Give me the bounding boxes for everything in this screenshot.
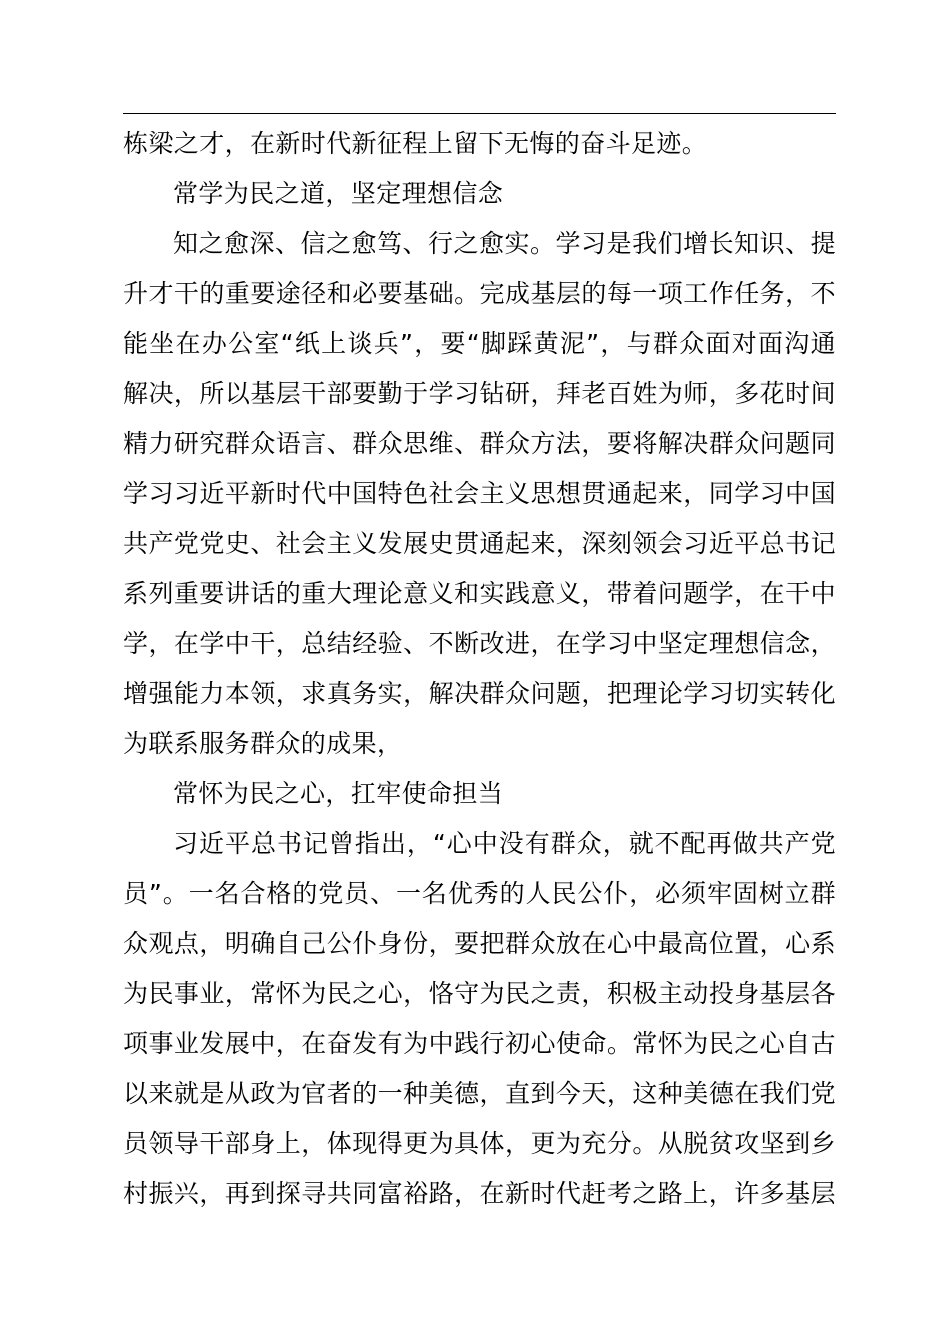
text-line: 能坐在办公室“纸上谈兵”，要“脚踩黄泥”，与群众面对面沟通: [123, 329, 836, 358]
text-line: 以来就是从政为官者的一种美德，直到今天，这种美德在我们党: [123, 1079, 836, 1108]
text-line: 增强能力本领，求真务实，解决群众问题，把理论学习切实转化: [123, 679, 836, 708]
text-line: 学习习近平新时代中国特色社会主义思想贯通起来，同学习中国: [123, 479, 836, 508]
text-line: 学，在学中干，总结经验、不断改进，在学习中坚定理想信念，: [123, 629, 836, 658]
text-line: 村振兴，再到探寻共同富裕路，在新时代赶考之路上，许多基层: [123, 1179, 836, 1208]
text-line: 栋梁之才，在新时代新征程上留下无悔的奋斗足迹。: [123, 129, 708, 158]
text-line: 共产党党史、社会主义发展史贯通起来，深刻领会习近平总书记: [123, 529, 836, 558]
text-line: 习近平总书记曾指出，“心中没有群众，就不配再做共产党: [173, 829, 836, 858]
text-line: 知之愈深、信之愈笃、行之愈实。学习是我们增长知识、提: [173, 229, 836, 258]
text-line: 为民事业，常怀为民之心，恪守为民之责，积极主动投身基层各: [123, 979, 836, 1008]
text-line: 解决，所以基层干部要勤于学习钻研，拜老百姓为师，多花时间: [123, 379, 836, 408]
text-line: 为联系服务群众的成果，: [123, 729, 403, 758]
header-rule: [123, 113, 836, 114]
section-heading: 常怀为民之心，扛牢使命担当: [173, 779, 504, 808]
section-heading: 常学为民之道，坚定理想信念: [173, 179, 504, 208]
text-line: 系列重要讲话的重大理论意义和实践意义，带着问题学，在干中: [123, 579, 836, 608]
text-line: 员”。一名合格的党员、一名优秀的人民公仆，必须牢固树立群: [123, 879, 836, 908]
text-line: 升才干的重要途径和必要基础。完成基层的每一项工作任务，不: [123, 279, 836, 308]
text-line: 员领导干部身上，体现得更为具体，更为充分。从脱贫攻坚到乡: [123, 1129, 836, 1158]
text-line: 精力研究群众语言、群众思维、群众方法，要将解决群众问题同: [123, 429, 836, 458]
text-line: 项事业发展中，在奋发有为中践行初心使命。常怀为民之心自古: [123, 1029, 836, 1058]
text-line: 众观点，明确自己公仆身份，要把群众放在心中最高位置，心系: [123, 929, 836, 958]
